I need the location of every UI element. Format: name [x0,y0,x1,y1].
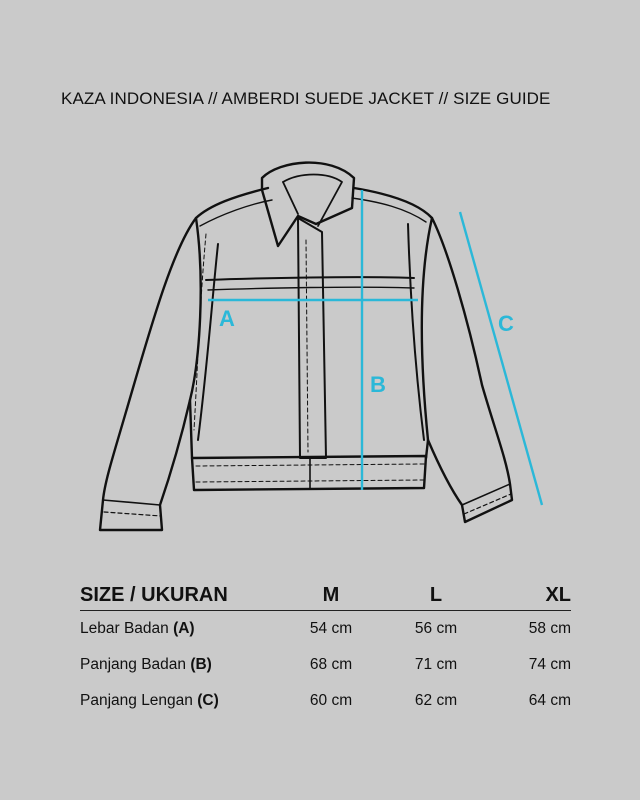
measure-line-c [460,212,542,505]
cell-l: 56 cm [414,620,458,637]
header-m: M [322,583,340,606]
cell-l: 62 cm [414,692,458,709]
table-row [80,683,571,719]
label-b: B [370,372,386,397]
page-title: KAZA INDONESIA // AMBERDI SUEDE JACKET // SIZE GUIDE [61,89,551,108]
size-table [80,580,571,719]
cell-xl: 74 cm [528,656,571,673]
placket [298,218,326,458]
yoke-seam [206,277,414,280]
right-sleeve [354,188,512,522]
header-xl: XL [545,583,571,606]
cell-l: 71 cm [414,656,458,673]
cell-xl: 58 cm [528,620,571,637]
label-c: C [498,311,514,336]
body-left [190,218,201,458]
row-label: Panjang Lengan [80,692,198,709]
left-cuff [103,500,160,505]
cell-m: 68 cm [309,656,353,673]
hem-band [192,456,426,490]
left-shoulder-seam [200,200,272,226]
table-row [80,647,571,683]
cell-m: 60 cm [309,692,353,709]
row-label: Panjang Badan [80,656,191,673]
header-size: SIZE / UKURAN [80,583,228,606]
header-l: L [429,583,443,606]
table-row [80,611,571,647]
row-letter: (C) [197,692,219,709]
right-cuff [462,484,510,505]
label-a: A [219,306,235,331]
left-sleeve [100,188,268,530]
cell-xl: 64 cm [528,692,571,709]
jacket-outline [100,163,512,530]
row-letter: (B) [190,656,212,673]
body-right [422,218,432,458]
row-letter: (A) [173,620,195,637]
size-table-header [80,580,571,611]
row-label: Lebar Badan [80,620,174,637]
cell-m: 54 cm [309,620,353,637]
